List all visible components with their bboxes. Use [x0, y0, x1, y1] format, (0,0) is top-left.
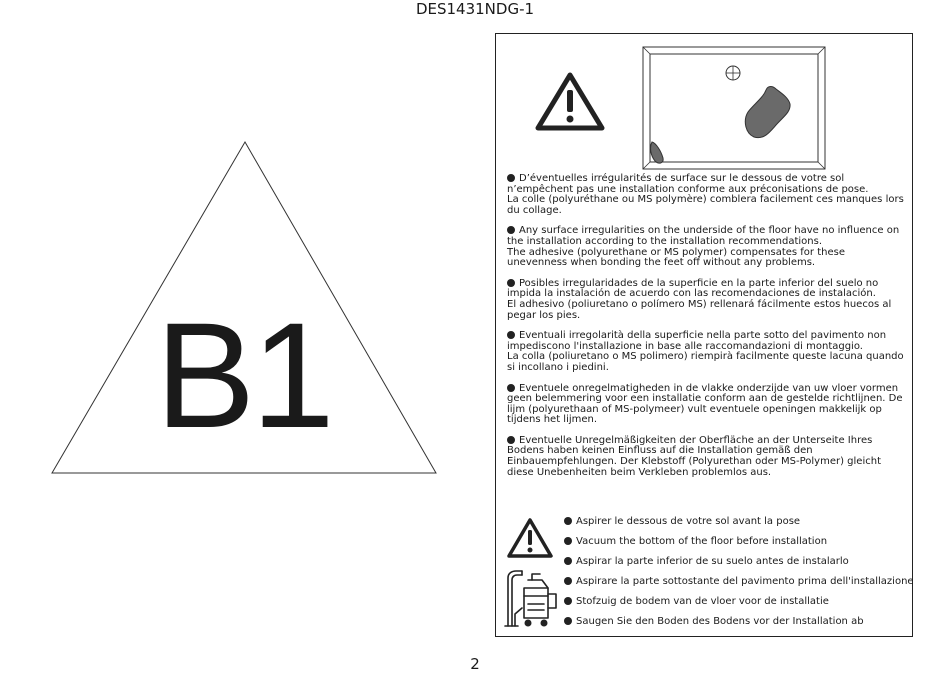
vacuum-cleaner-icon: [502, 568, 560, 630]
bullet-icon: [564, 537, 572, 545]
irregularity-patch: [745, 87, 790, 138]
list-item: Aspirer le dessous de votre sol avant la pose: [564, 516, 914, 536]
bullet-icon: [507, 384, 515, 392]
floor-underside-diagram: [642, 46, 826, 170]
note-es: Posibles irregularidades de la superficie en la parte inferior del suelo no impida la instalación de acuerdo con las recomendaciones de instalación. El adhesivo (poliuretano o polímero MS) rellenará fácilmente estos huecos al pegar los pies.: [507, 277, 892, 321]
list-item: Vacuum the bottom of the floor before installation: [564, 536, 914, 556]
list-item: Stofzuig de bodem van de vloer voor de installatie: [564, 596, 914, 616]
product-label: B1: [155, 291, 331, 459]
bullet-icon: [507, 436, 515, 444]
surface-notes: [507, 174, 907, 488]
note-it: Eventuali irregolarità della superficie nella parte sotto del pavimento non impediscono l'installazione in base alle raccomandazioni di montaggio. La colla (poliuretano o MS polimero) riempirà facilmente queste lacuna quando si incollano i piedini.: [507, 330, 904, 373]
bullet-icon: [507, 279, 515, 287]
bullet-icon: [564, 557, 572, 565]
note-nl: Eventuele onregelmatigheden in de vlakke onderzijde van uw vloer vormen geen belemmering voor een installatie conform aan de gestelde richtlijnen. De lijm (polyurethaan of MS-polymeer) vult eventuele openingen makkelijk op tijdens het lijmen.: [507, 382, 903, 426]
note-fr: D’éventuelles irrégularités de surface sur le dessous de votre sol n’empêchent pas une installation conforme aux préconisations de pose. La colle (polyuréthane ou MS polymère) comblera facilement ces manques lors du collage.: [507, 173, 904, 216]
warning-icon-small: [506, 516, 554, 560]
list-item: Aspirare la parte sottostante del pavimento prima dell'installazione: [564, 576, 914, 596]
instruction-panel: [495, 33, 913, 637]
bullet-icon: [507, 331, 515, 339]
bullet-icon: [564, 517, 572, 525]
page-number: 2: [470, 655, 480, 673]
warning-icon: [534, 70, 606, 132]
list-item: Aspirar la parte inferior de su suelo antes de instalarlo: [564, 556, 914, 576]
note-en: Any surface irregularities on the underside of the floor have no influence on the installation according to the installation recommendations. The adhesive (polyurethane or MS polymer) compensates for these unevenness when bonding the feet off without any problems.: [507, 225, 900, 269]
vacuum-instructions: [564, 516, 914, 636]
bullet-icon: [507, 174, 515, 182]
bullet-icon: [507, 226, 515, 234]
document-code: DES1431NDG-1: [415, 0, 535, 18]
bullet-icon: [564, 597, 572, 605]
bullet-icon: [564, 617, 572, 625]
list-item: Saugen Sie den Boden des Bodens vor der Installation ab: [564, 616, 914, 636]
bullet-icon: [564, 577, 572, 585]
note-de: Eventuelle Unregelmäßigkeiten der Oberfläche an der Unterseite Ihres Bodens haben keinen Einfluss auf die Installation gemäß den Einbauempfehlungen. Der Klebstoff (Polyurethan oder MS-Polymer) gleicht diese Unebenheiten beim Verkleben problemlos aus.: [507, 434, 881, 478]
edge-patch: [651, 142, 664, 163]
